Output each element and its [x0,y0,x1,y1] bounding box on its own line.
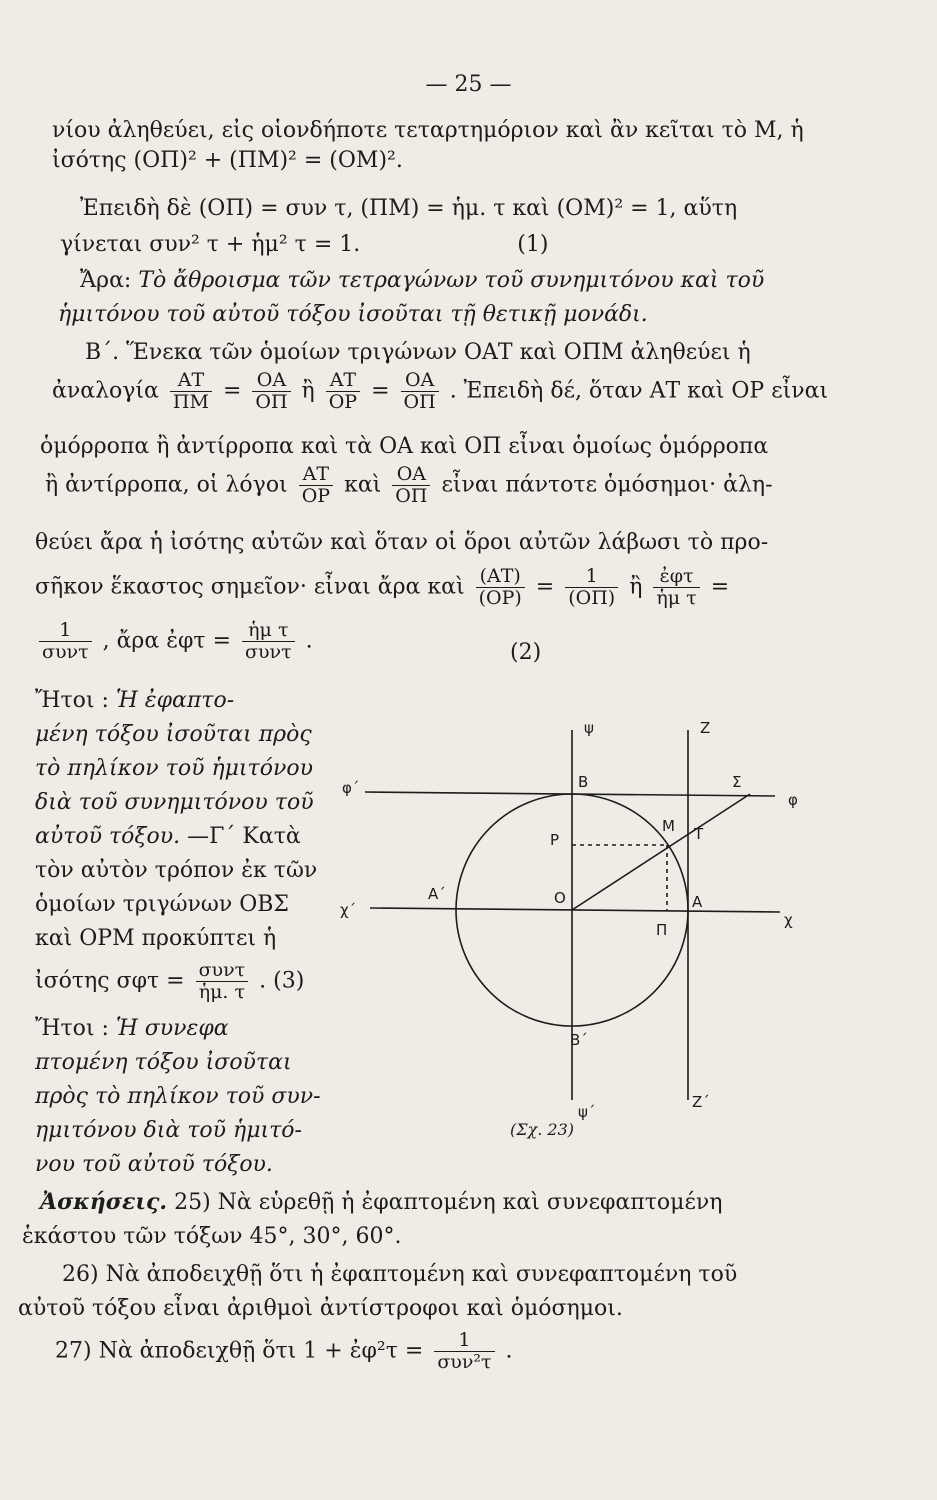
label-p: Ρ [550,831,560,849]
label-psi: ψ [584,719,594,737]
numerator: 1 [565,566,618,588]
exercise-line: αὐτοῦ τόξου εἶναι ἀριθμοὶ ἀντίστροφοι καὶ ὁμόσημοι. [18,1296,623,1321]
exercise-text: 27) Νὰ ἀποδειχθῇ ὅτι 1 + ἐφ²τ = [55,1338,424,1364]
numerator: ΟΑ [401,370,439,392]
text-line [80,268,764,293]
radius-line [572,794,750,910]
label-phi: φ [788,791,798,809]
fraction [170,370,212,413]
fraction [252,370,290,413]
exercise-line: 26) Νὰ ἀποδειχθῇ ὅτι ἡ ἐφαπτομένη καὶ συνεφαπτομένη τοῦ [62,1262,738,1287]
theorem-text: πρὸς τὸ πηλίκον τοῦ συν- [35,1084,321,1109]
theorem-text: Ἡ ἐφαπτο- [115,688,235,713]
unit-circle-figure [320,705,820,1145]
exercise-text: 25) Νὰ εὑρεθῇ ἡ ἐφαπτομένη καὶ συνεφαπτομένη [174,1190,723,1215]
equals-sign: = [535,574,555,600]
theorem-text: διὰ τοῦ συνημιτόνου τοῦ [35,790,314,815]
label-phi-prime: φ΄ [342,779,360,797]
lead-word: Ἄρα: [80,268,132,293]
text-line [45,464,773,507]
label-chi-prime: χ΄ [340,901,357,919]
equals-sign: = [222,378,242,404]
phi-tangent-line [365,792,775,796]
text-line [35,824,301,849]
denominator: ΠΜ [172,390,209,413]
text-line: Β΄. Ἕνεκα τῶν ὁμοίων τριγώνων ΟΑΤ καὶ ΟΠΜ ἀληθεύει ἡ [85,340,751,365]
label-sigma: Σ [732,773,742,791]
denominator: ΟΠ [255,390,288,413]
numerator: συντ [196,960,249,982]
label-m: Μ [662,817,675,835]
numerator: ἡμ τ [242,620,295,642]
theorem-text: τὸ πηλίκον τοῦ ἡμιτόνου [35,756,313,781]
text-line: καὶ ΟΡΜ προκύπτει ἡ [35,926,277,951]
theorem-text: ημιτόνου διὰ τοῦ ἡμιτό- [35,1118,302,1143]
text-span: . [505,1338,513,1364]
denominator: (ΟΠ) [568,586,616,609]
denominator: συν²τ [437,1350,492,1373]
fraction [434,1330,494,1373]
numerator: ΟΑ [252,370,290,392]
label-z-prime: Z΄ [692,1093,710,1111]
fraction [196,960,249,1003]
equation-text: γίνεται συν² τ + ἡμ² τ = 1. [60,232,361,257]
text-span: . [305,628,313,654]
text-line [35,566,729,609]
equation-number: (2) [510,640,542,665]
fraction [401,370,439,413]
label-a: Α [692,893,703,911]
denominator: συντ [245,640,292,663]
fraction [299,464,333,507]
text-span: , ἄρα ἐφτ = [102,628,232,654]
numerator: ἐφτ [653,566,699,588]
fraction [565,566,618,609]
numerator: (ΑΤ) [476,566,525,588]
text-line: τὸν αὐτὸν τρόπον ἐκ τῶν [35,858,318,883]
exercise-line [40,1190,722,1215]
denominator: συντ [42,640,89,663]
label-t: Τ [694,825,704,843]
equals-sign: = [371,378,390,404]
fraction [653,566,699,609]
denominator: ΟΡ [301,484,331,507]
equation-number: (1) [517,232,549,257]
numerator: ΑΤ [170,370,212,392]
text-line: ἰσότης (ΟΠ)² + (ΠΜ)² = (ΟΜ)². [52,148,403,173]
denominator: (ΟΡ) [478,586,522,609]
text-line [60,232,548,257]
theorem-text: Ἡ συνεφα [115,1016,229,1041]
numerator: 1 [39,620,92,642]
text-span: ἢ ἀντίρροπα, οἱ λόγοι [45,472,288,498]
text-span: καὶ [344,472,382,498]
exercise-line [55,1330,513,1373]
text-span: ἀναλογία [52,378,159,404]
proportion-line [52,370,828,413]
text-span: ἢ [301,378,315,404]
figure-caption: (Σχ. 23) [510,1120,575,1139]
numerator: ΟΑ [392,464,430,486]
text-line: ὁμοίων τριγώνων ΟΒΣ [35,892,289,917]
text-line: θεύει ἄρα ἡ ἰσότης αὐτῶν καὶ ὅταν οἱ ὅροι αὐτῶν λάβωσι τὸ προ- [35,530,769,555]
denominator: ἡμ τ [656,586,697,609]
text-line [35,1016,229,1041]
label-chi: χ [784,911,793,929]
exercise-line: ἑκάστου τῶν τόξων 45°, 30°, 60°. [22,1224,402,1249]
label-a-prime: Α΄ [428,885,446,903]
text-span: σῆκον ἕκαστος σημεῖον· εἶναι ἄρα καὶ [35,574,465,600]
text-line: νίου ἀληθεύει, εἰς οἱονδήποτε τεταρτημόριον καὶ ἂν κεῖται τὸ Μ, ἡ [52,118,804,143]
fraction [242,620,295,663]
numerator: ΑΤ [326,370,360,392]
label-z: Z [700,719,711,737]
label-o: Ο [554,889,566,907]
text-span: —Γ΄ Κατὰ [187,824,301,849]
denominator: ΟΠ [403,390,436,413]
theorem-text: μένη τόξου ἰσοῦται πρὸς [35,722,312,747]
text-line [35,960,304,1003]
text-line: ὁμόρροπα ἢ ἀντίρροπα καὶ τὰ ΟΑ καὶ ΟΠ εἶναι ὁμοίως ὁμόρροπα [40,434,769,459]
text-line: Ἐπειδὴ δὲ (ΟΠ) = συν τ, (ΠΜ) = ἡμ. τ καὶ (ΟΜ)² = 1, αὕτη [80,196,738,221]
label-b: B [578,773,589,791]
label-pi: Π [656,921,668,939]
denominator: ΟΡ [328,390,358,413]
text-span: . (3) [259,968,305,994]
text-span: . Ἐπειδὴ δέ, ὅταν ΑΤ καὶ ΟΡ εἶναι [449,378,829,404]
fraction [326,370,360,413]
fraction [476,566,525,609]
numerator: ΑΤ [299,464,333,486]
denominator: ΟΠ [395,484,428,507]
lead-word: Ἤτοι : [35,688,109,713]
text-line [35,688,234,713]
numerator: 1 [434,1330,494,1352]
label-b-prime: Β΄ [570,1031,588,1049]
theorem-text: αὐτοῦ τόξου. [35,824,181,849]
text-span: ἰσότης σφτ = [35,968,185,994]
text-span: ἢ [629,574,643,600]
theorem-text: πτομένη τόξου ἰσοῦται [35,1050,292,1075]
page-number: — 25 — [425,72,512,97]
denominator: ἡμ. τ [198,980,246,1003]
text-line [35,620,313,663]
lead-word: Ἤτοι : [35,1016,109,1041]
equals-sign: = [710,574,730,600]
theorem-text: νου τοῦ αὐτοῦ τόξου. [35,1152,273,1177]
fraction [39,620,92,663]
text-span: εἶναι πάντοτε ὁμόσημοι· ἀλη- [441,472,773,498]
fraction [392,464,430,507]
theorem-text: Τὸ ἄθροισμα τῶν τετραγώνων τοῦ συνημιτόνου καὶ τοῦ [138,268,765,293]
theorem-text: ἡμιτόνου τοῦ αὐτοῦ τόξου ἰσοῦται τῇ θετικῇ μονάδι. [58,302,648,327]
label-psi-prime: ψ΄ [578,1103,596,1121]
exercises-heading: Ἀσκήσεις. [40,1189,168,1215]
